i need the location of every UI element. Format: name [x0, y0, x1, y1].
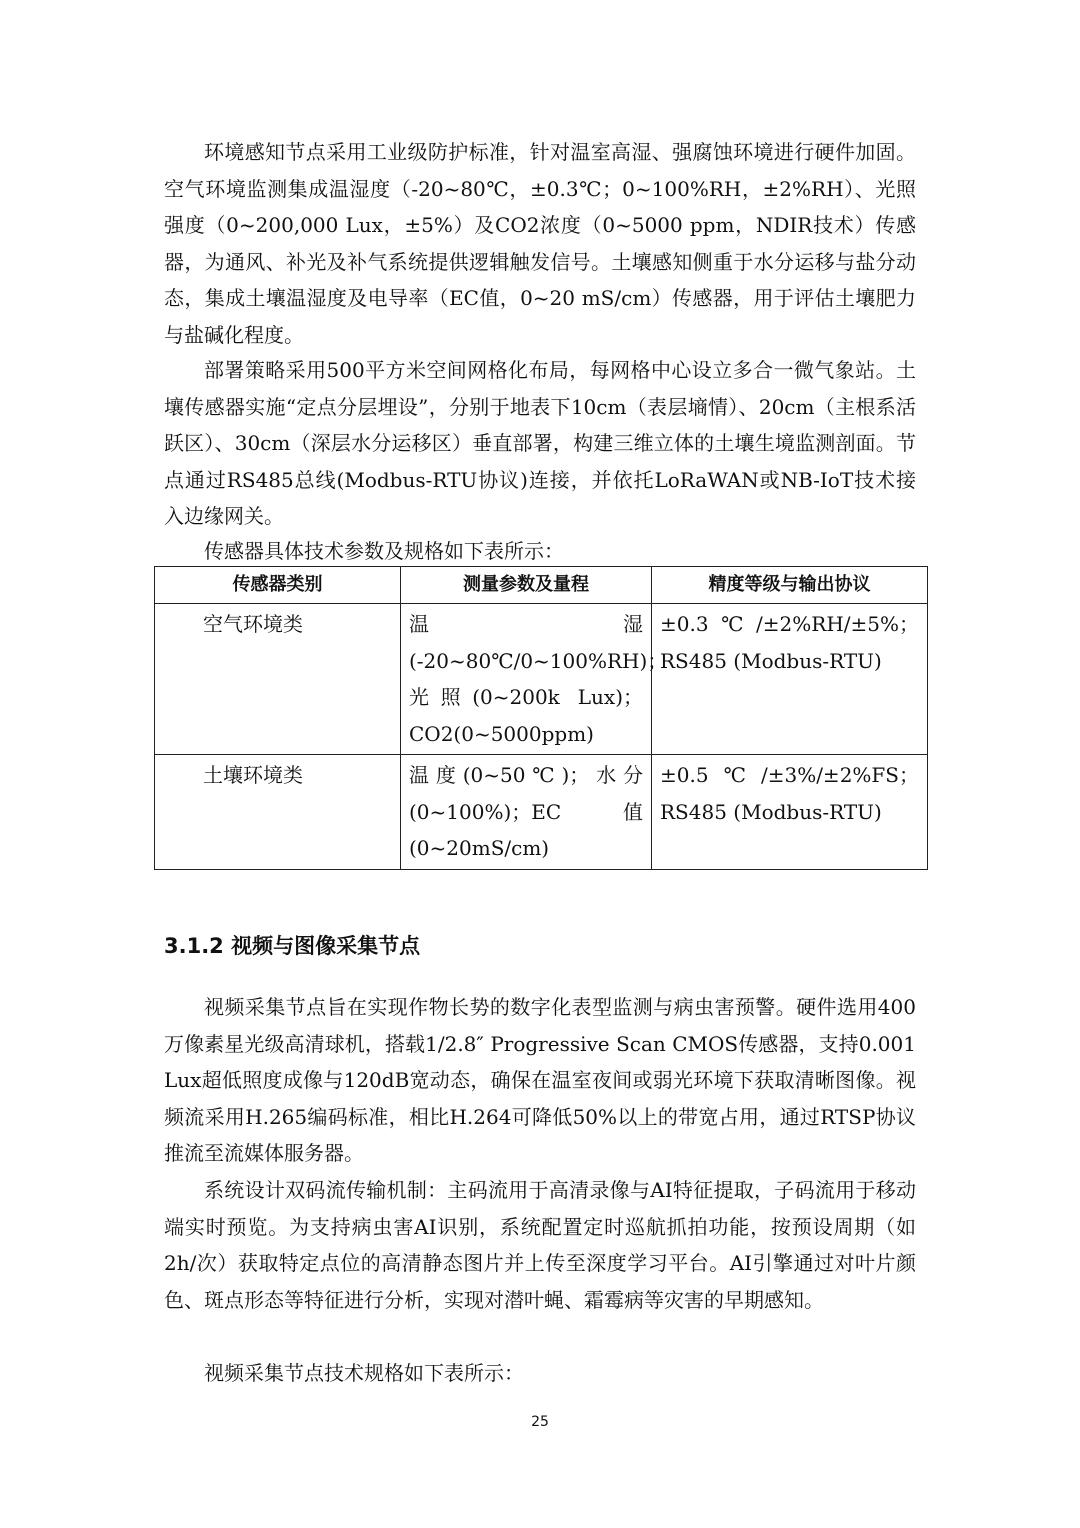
sensor-spec-table — [154, 566, 928, 870]
header-accuracy: 精度等级与输出协议 — [652, 567, 928, 604]
cell-accuracy: ±0.3℃/±2%RH/±5%；RS485 (Modbus-RTU) — [652, 604, 928, 755]
section-heading: 3.1.2 视频与图像采集节点 — [164, 934, 421, 958]
cell-category: 土壤环境类 — [155, 755, 401, 870]
header-range: 测量参数及量程 — [401, 567, 652, 604]
cell-category: 空气环境类 — [155, 604, 401, 755]
table-header-row — [155, 567, 928, 604]
paragraph-deployment: 部署策略采用500平方米空间网格化布局，每网格中心设立多合一微气象站。土壤传感器实施“定点分层埋设”，分别于地表下10cm（表层墒情）、20cm（主根系活跃区）、30cm（深层水分运移区）垂直部署，构建三维立体的土壤生境监测剖面。节点通过RS485总线(Modbus-RTU协议)连接，并依托LoRaWAN或NB-IoT技术接入边缘网关。 — [164, 358, 916, 528]
table-caption-video: 视频采集节点技术规格如下表所示： — [204, 1361, 524, 1385]
paragraph-video-node: 视频采集节点旨在实现作物长势的数字化表型监测与病虫害预警。硬件选用400万像素星光级高清球机，搭载1/2.8″ Progressive Scan CMOS传感器，支持0.001 Lux超低照度成像与120dB宽动态，确保在温室夜间或弱光环境下获取清晰图像。视频流采用H.265编码标准，相比H.264可降低50%以上的带宽占用，通过RTSP协议推流至流媒体服务器。 — [164, 995, 916, 1165]
cell-range: 温度(0~50℃)；水分(0~100%)；EC值(0~20mS/cm) — [401, 755, 652, 870]
table-row — [155, 604, 928, 755]
header-category: 传感器类别 — [155, 567, 401, 604]
page-number: 25 — [531, 1414, 549, 1430]
paragraph-dual-stream: 系统设计双码流传输机制：主码流用于高清录像与AI特征提取，子码流用于移动端实时预览。为支持病虫害AI识别，系统配置定时巡航抓拍功能，按预设周期（如2h/次）获取特定点位的高清静态图片并上传至深度学习平台。AI引擎通过对叶片颜色、斑点形态等特征进行分析，实现对潜叶蝇、霜霉病等灾害的早期感知。 — [164, 1178, 916, 1312]
cell-accuracy: ±0.5℃/±3%/±2%FS；RS485 (Modbus-RTU) — [652, 755, 928, 870]
table-row — [155, 755, 928, 870]
paragraph-sensing-node: 环境感知节点采用工业级防护标准，针对温室高湿、强腐蚀环境进行硬件加固。空气环境监测集成温湿度（-20~80℃，±0.3℃；0~100%RH，±2%RH）、光照强度（0~200,000 Lux，±5%）及CO2浓度（0~5000 ppm，NDIR技术）传感器，为通风、补光及补气系统提供逻辑触发信号。土壤感知侧重于水分运移与盐分动态，集成土壤温湿度及电导率（EC值，0~20 mS/cm）传感器，用于评估土壤肥力与盐碱化程度。 — [164, 140, 916, 347]
cell-range: 温湿(-20~80℃/0~100%RH)；光照(0~200k Lux)；CO2(0~5000ppm) — [401, 604, 652, 755]
table-caption-sensors: 传感器具体技术参数及规格如下表所示： — [204, 539, 564, 563]
